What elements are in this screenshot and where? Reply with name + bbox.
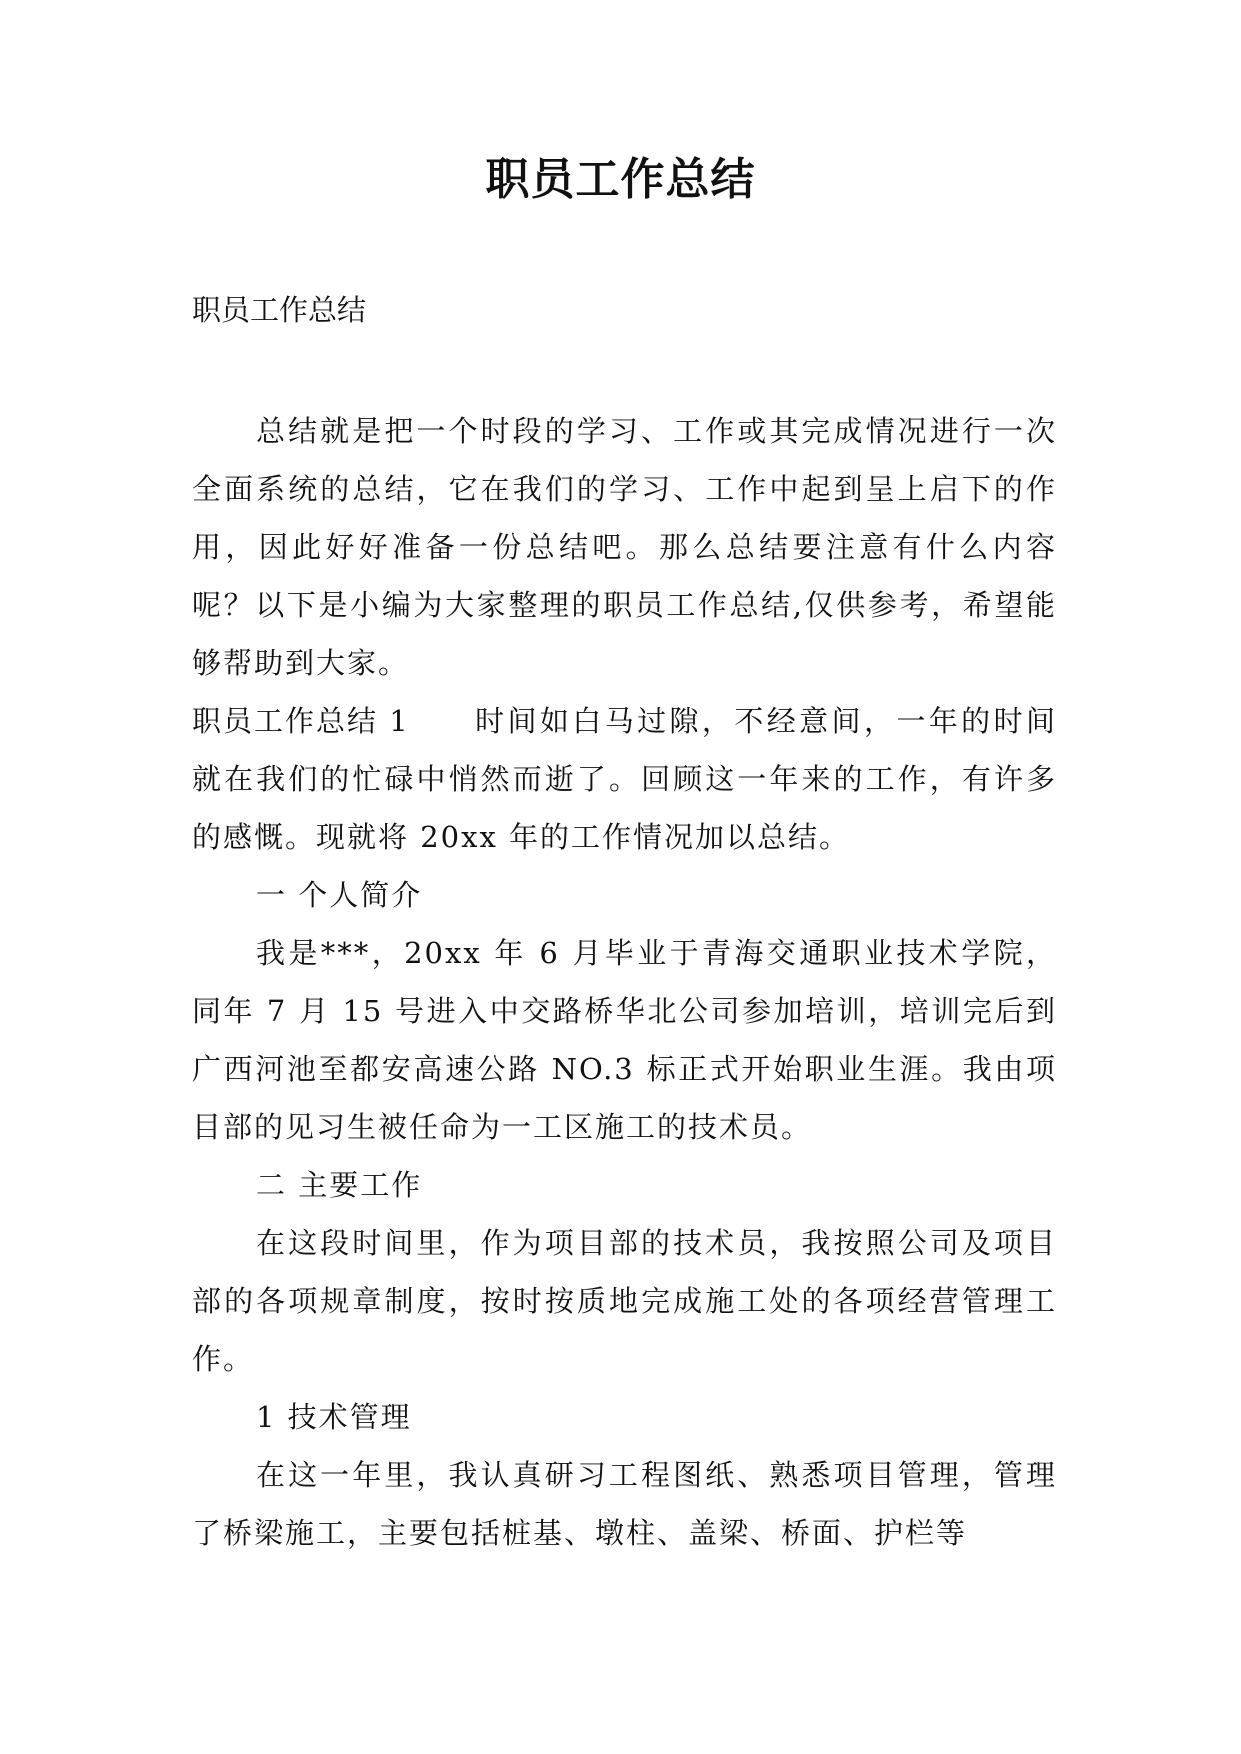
heading-main-work: 二 主要工作 <box>256 1168 423 1202</box>
heading-personal-intro: 一 个人简介 <box>256 878 423 912</box>
technical-management-paragraph: 在这一年里，我认真研习工程图纸、熟悉项目管理，管理了桥梁施工，主要包括桩基、墩柱、盖梁、桥面、护栏等 <box>192 1458 1057 1550</box>
document-title: 职员工作总结 <box>485 154 756 205</box>
section-1-label: 职员工作总结 1 <box>192 704 410 738</box>
section-1-text: 时间如白马过隙，不经意间，一年的时间就在我们的忙碌中悄然而逝了。回顾这一年来的工作，有许多的感慨。现就将 20xx 年的工作情况加以总结。 <box>192 704 1057 854</box>
main-work-paragraph: 在这段时间里，作为项目部的技术员，我按照公司及项目部的各项规章制度，按时按质地完成施工处的各项经营管理工作。 <box>192 1226 1057 1376</box>
personal-intro-paragraph: 我是***，20xx 年 6 月毕业于青海交通职业技术学院，同年 7 月 15 号进入中交路桥华北公司参加培训，培训完后到广西河池至都安高速公路 NO.3 标正式开始职业生涯。我由项目部的见习生被任命为一工区施工的技术员。 <box>192 936 1057 1144</box>
document-subtitle: 职员工作总结 <box>192 293 367 327</box>
heading-technical-management: 1 技术管理 <box>256 1400 412 1434</box>
document-body <box>192 402 1057 1562</box>
intro-paragraph: 总结就是把一个时段的学习、工作或其完成情况进行一次全面系统的总结，它在我们的学习、工作中起到呈上启下的作用，因此好好准备一份总结吧。那么总结要注意有什么内容呢？以下是小编为大家整理的职员工作总结,仅供参考，希望能够帮助到大家。 <box>192 414 1057 680</box>
section-1-paragraph <box>192 692 1057 866</box>
